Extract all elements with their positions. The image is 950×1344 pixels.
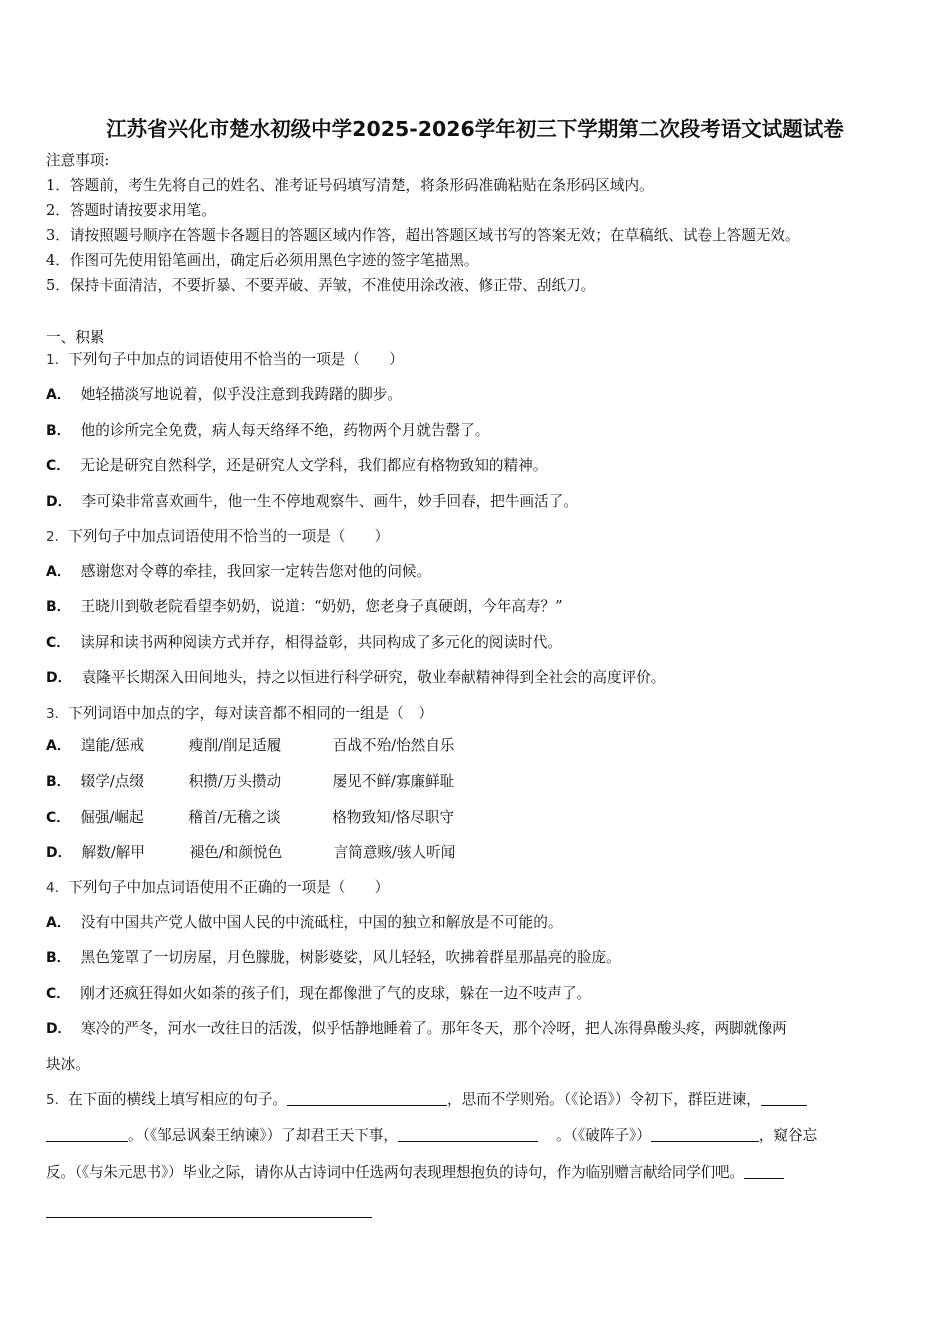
option-cell: 遑能/惩戒 (80, 737, 145, 754)
question-text: 反。（《与朱元思书》）毕业之际，请你从古诗词中任选两句表现理想抱负的诗句，作为临别赠言献给同学们吧。 (46, 1164, 744, 1181)
option-label: C． (46, 986, 71, 1002)
answer-line[interactable] (46, 1217, 372, 1218)
option-text: 刚才还疯狂得如火如荼的孩子们，现在都像泄了气的皮球，躲在一边不吱声了。 (80, 985, 592, 1002)
option-cell: 解数/解甲 (81, 844, 145, 861)
question-text: 下列句子中加点词语使用不正确的一项是（ ） (68, 879, 390, 896)
question-text: 下列句子中加点词语使用不恰当的一项是（ ） (68, 528, 390, 545)
option-label: A． (46, 564, 71, 580)
option-c (46, 456, 547, 476)
option-cell: 倔强/崛起 (80, 809, 144, 826)
option-cell: 百战不殆/怡然自乐 (332, 737, 455, 754)
question-text: 下列句子中加点的词语使用不恰当的一项是（ ） (68, 351, 404, 368)
question-5-line-2 (46, 1126, 817, 1146)
question-2-stem (46, 527, 389, 547)
option-label: B． (46, 423, 71, 439)
question-text: 下列词语中加点的字，每对读音都不相同的一组是（ ） (68, 705, 433, 722)
notice-item: 2．答题时请按要求用笔。 (46, 202, 216, 219)
option-text: 李可染非常喜欢画牛，他一生不停地观察牛、画牛，妙手回春，把牛画活了。 (81, 493, 578, 510)
option-text: 没有中国共产党人做中国人民的中流砥柱，中国的独立和解放是不可能的。 (80, 914, 563, 931)
option-a (46, 562, 431, 582)
option-text: 感谢您对令尊的牵挂，我回家一定转告您对他的问候。 (80, 563, 432, 580)
question-number: 1． (46, 352, 69, 368)
option-label: A． (46, 915, 71, 931)
option-label: D． (46, 845, 72, 861)
question-5-line-1 (46, 1090, 807, 1110)
option-b (46, 421, 489, 441)
question-number: 2． (46, 529, 69, 545)
option-a (46, 913, 562, 933)
option-text: 黑色笼罩了一切房屋，月色朦胧，树影婆娑，风儿轻轻，吹拂着群星那晶亮的脸庞。 (80, 949, 621, 966)
option-label: D． (46, 670, 72, 686)
question-5-line-3 (46, 1163, 784, 1183)
option-d (46, 492, 578, 512)
option-cell: 辍学/点缀 (80, 773, 144, 790)
option-label: A． (46, 387, 71, 403)
option-cell: 瘦削/削足适履 (188, 737, 282, 754)
option-cell: 屡见不鲜/寡廉鲜耻 (332, 773, 455, 790)
question-text: ，思而不学则殆。（《论语》）令初下，群臣进谏， (447, 1091, 761, 1108)
option-a (46, 736, 455, 756)
question-number: 3． (46, 706, 69, 722)
answer-blank[interactable] (398, 1127, 538, 1142)
answer-blank[interactable] (46, 1127, 128, 1142)
answer-blank[interactable] (651, 1127, 759, 1142)
notice-item: 4．作图可先使用铅笔画出，确定后必须用黑色字迹的签字笔描黑。 (46, 252, 479, 269)
option-c (46, 984, 591, 1004)
option-text: 无论是研究自然科学，还是研究人文学科，我们都应有格物致知的精神。 (80, 457, 548, 474)
option-text: 他的诊所完全免费，病人每天络绎不绝，药物两个月就告罄了。 (80, 422, 490, 439)
question-text: 在下面的横线上填写相应的句子。 (68, 1091, 288, 1108)
option-text: 她轻描淡写地说着，似乎没注意到我踌躇的脚步。 (80, 386, 402, 403)
answer-blank[interactable] (744, 1164, 784, 1179)
option-label: C． (46, 458, 71, 474)
option-cell: 言简意赅/骇人听闻 (333, 844, 456, 861)
option-b (46, 597, 563, 617)
answer-blank[interactable] (287, 1091, 447, 1106)
option-label: D． (46, 1021, 72, 1037)
option-label: B． (46, 774, 71, 790)
option-label: A． (46, 738, 71, 754)
notice-item: 3．请按照题号顺序在答题卡各题目的答题区域内作答，超出答题区域书写的答案无效；在草稿纸、试卷上答题无效。 (46, 227, 800, 244)
option-text: 寒冷的严冬，河水一改往日的活泼，似乎恬静地睡着了。那年冬天，那个冷呀，把人冻得鼻酸头疼，两脚就像两 (81, 1020, 787, 1037)
question-4-stem (46, 878, 389, 898)
option-label: C． (46, 810, 71, 826)
question-number: 4． (46, 880, 69, 896)
notice-item: 5．保持卡面清洁，不要折暴、不要弄破、弄皱，不准使用涂改液、修正带、刮纸刀。 (46, 277, 596, 294)
option-text: 王晓川到敬老院看望李奶奶，说道：“奶奶，您老身子真硬朗，今年高寿？” (80, 598, 563, 615)
page-title: 江苏省兴化市楚水初级中学2025-2026学年初三下学期第二次段考语文试题试卷 (106, 117, 844, 141)
option-d (46, 843, 455, 863)
option-cell: 积攒/万头攒动 (188, 773, 282, 790)
option-b (46, 948, 621, 968)
question-text: ，窥谷忘 (758, 1127, 818, 1144)
option-cell: 稽首/无稽之谈 (188, 809, 281, 826)
option-d (46, 668, 665, 688)
option-label: B． (46, 599, 71, 615)
option-text: 袁隆平长期深入田间地头，持之以恒进行科学研究，敬业奉献精神得到全社会的高度评价。 (81, 669, 666, 686)
answer-blank[interactable] (761, 1091, 807, 1106)
option-c (46, 808, 454, 828)
option-cell: 格物致知/恪尽职守 (332, 809, 454, 826)
option-label: D． (46, 494, 72, 510)
notice-heading: 注意事项: (46, 152, 110, 169)
section-heading: 一、积累 (46, 329, 105, 346)
question-text: 。（《破阵子》） (555, 1127, 651, 1144)
option-cell: 褪色/和颜悦色 (189, 844, 283, 861)
option-d-continued: 块冰。 (46, 1056, 90, 1073)
option-c (46, 633, 562, 653)
option-label: B． (46, 950, 71, 966)
question-1-stem (46, 350, 404, 370)
question-3-stem (46, 704, 433, 724)
option-a (46, 385, 402, 405)
question-text: 。（《邹忌讽秦王纳谏》）了却君王天下事， (128, 1127, 398, 1144)
question-number: 5． (46, 1092, 69, 1108)
option-d (46, 1019, 787, 1039)
notice-item: 1．答题前，考生先将自己的姓名、准考证号码填写清楚，将条形码准确粘贴在条形码区域内。 (46, 177, 654, 194)
option-b (46, 772, 454, 792)
option-text: 读屏和读书两种阅读方式并存，相得益彰，共同构成了多元化的阅读时代。 (80, 634, 562, 651)
option-label: C． (46, 635, 71, 651)
